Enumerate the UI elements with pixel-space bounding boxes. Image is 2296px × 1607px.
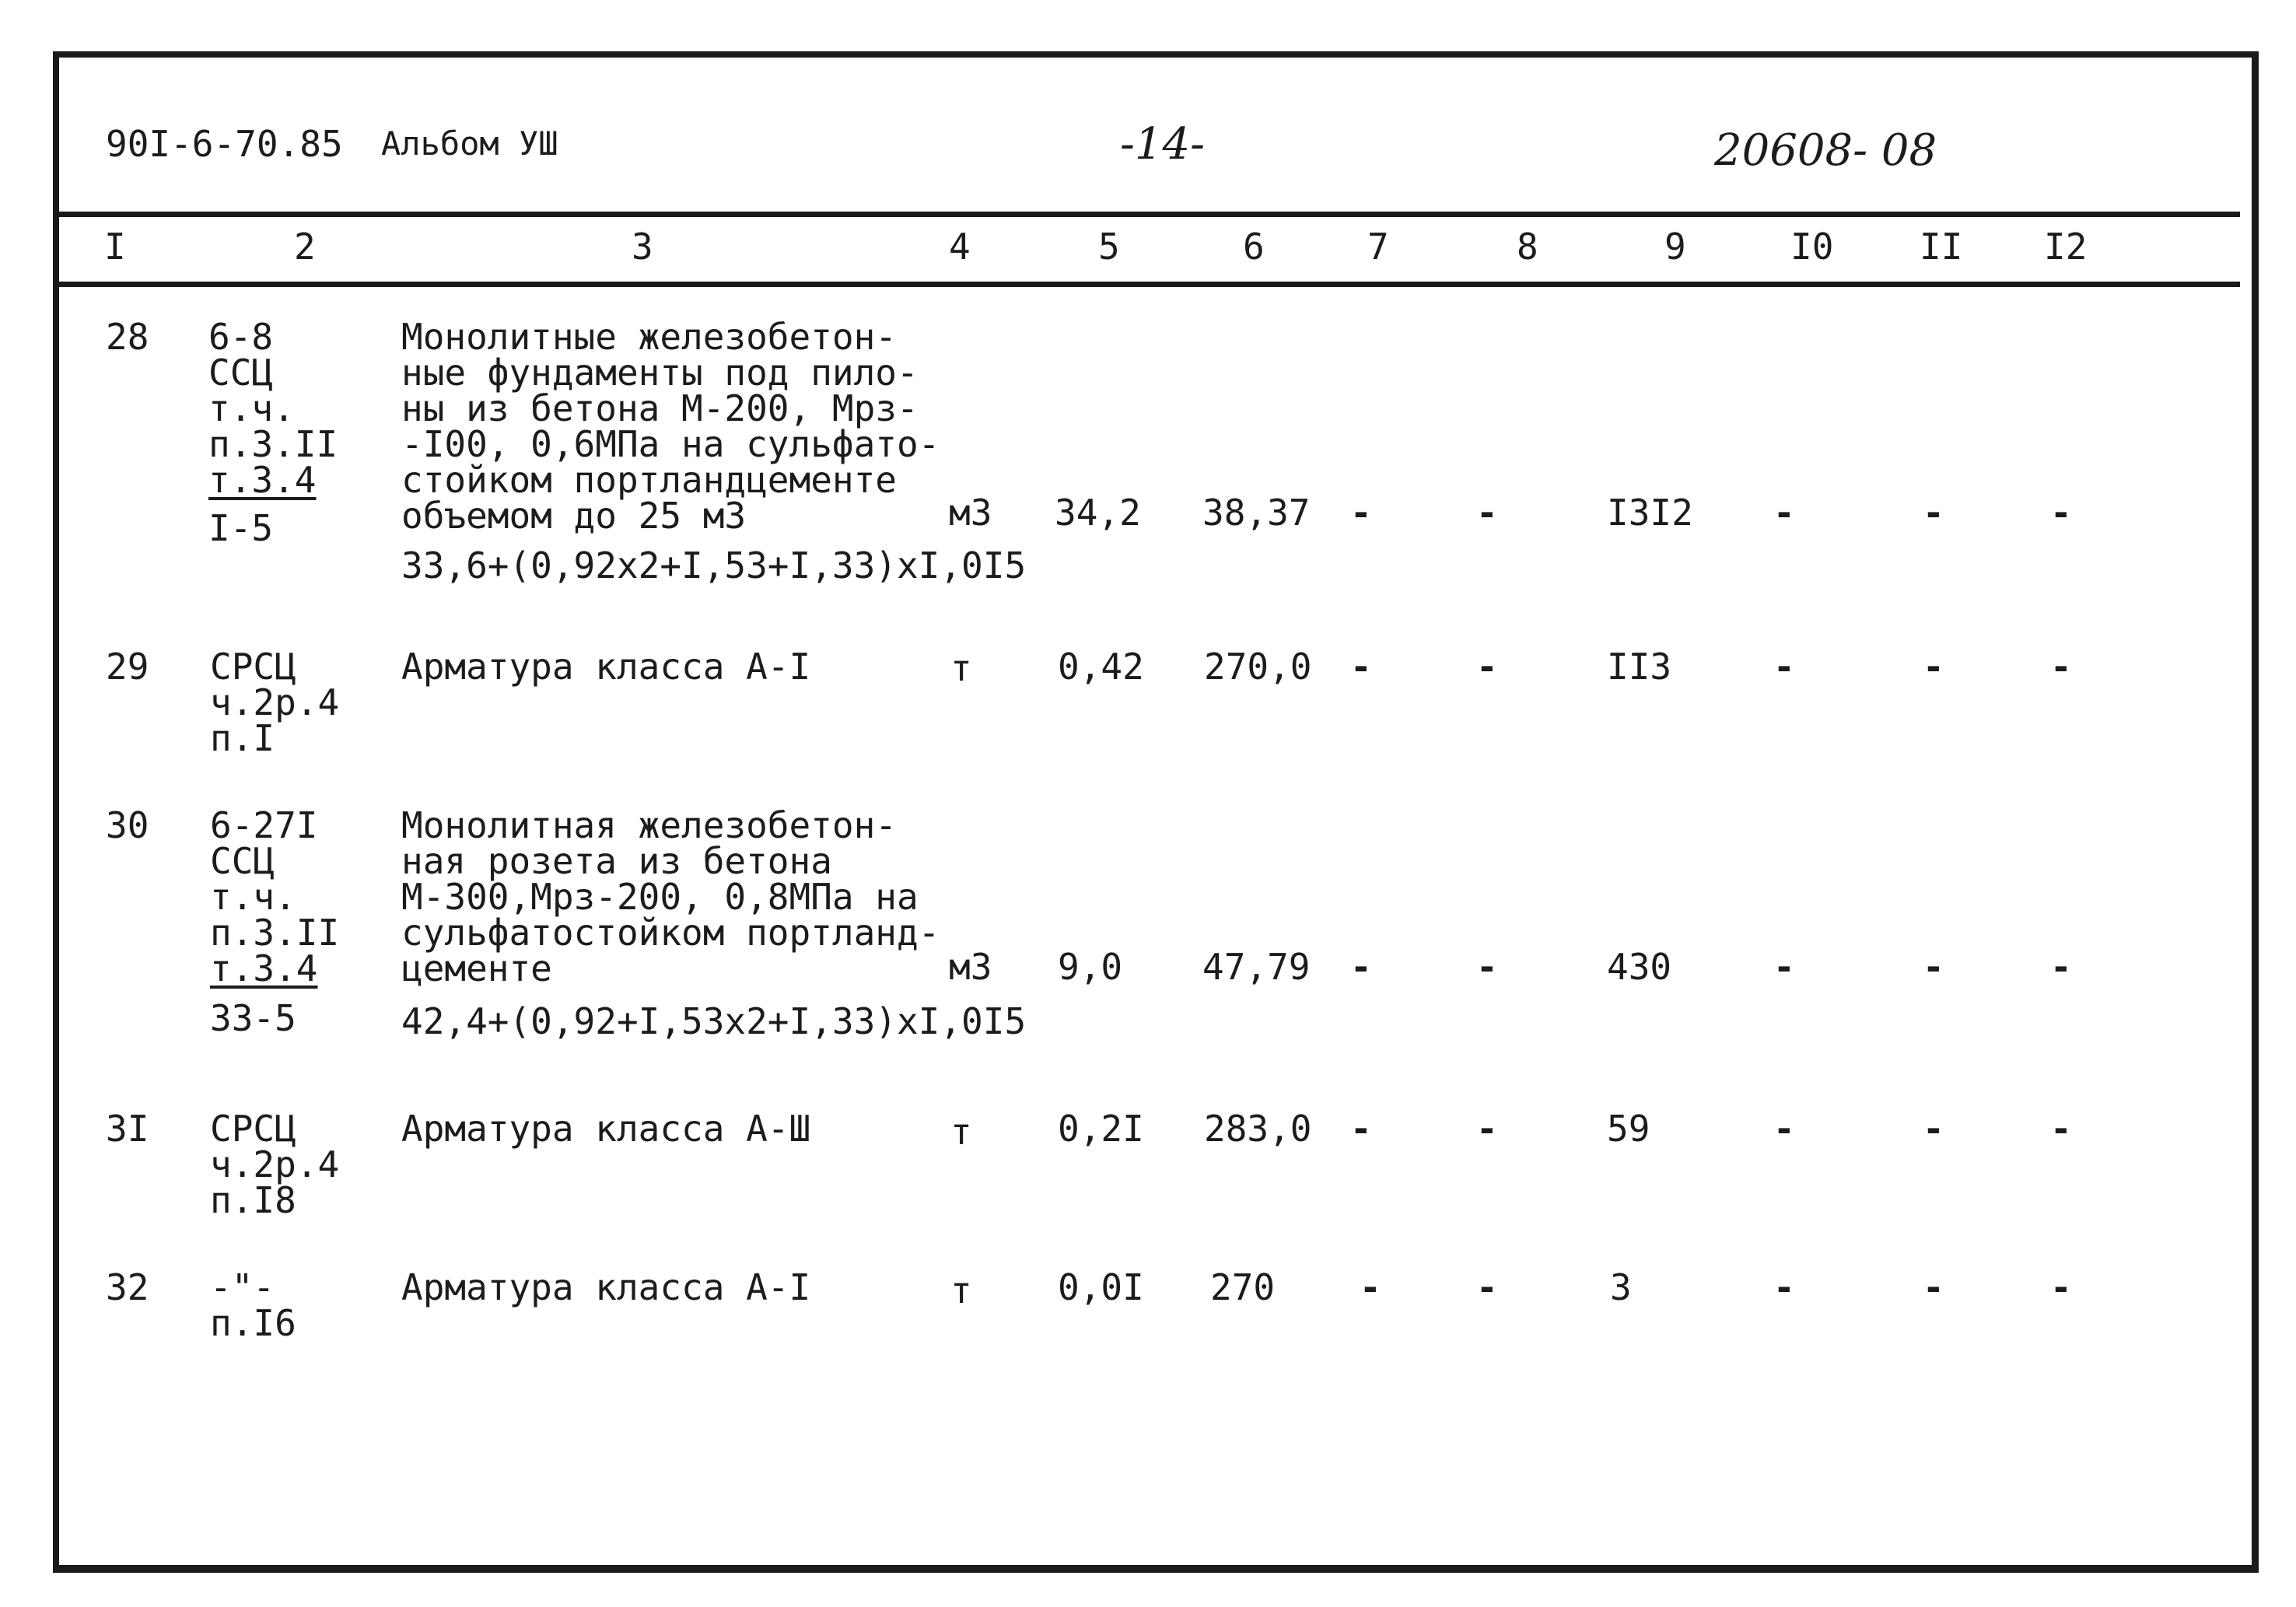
- page-frame: [53, 51, 2259, 1573]
- row-col12: -: [2050, 492, 2072, 534]
- row-unit-price: 38,37: [1202, 492, 1311, 534]
- row-unit-price: 270: [1210, 1266, 1276, 1308]
- col-header-3: 3: [632, 226, 653, 268]
- row-total: 430: [1607, 946, 1672, 988]
- row-col10: -: [1773, 1266, 1795, 1308]
- row-reference: -"- п.I6: [210, 1266, 296, 1344]
- col-header-12: I2: [2044, 226, 2088, 268]
- row-description: Арматура класса А-I: [401, 646, 811, 688]
- row-col7: -: [1350, 946, 1372, 988]
- row-col11: -: [1923, 1266, 1944, 1308]
- row-col8: -: [1476, 946, 1498, 988]
- col-header-11: II: [1920, 226, 1963, 268]
- row-col10: -: [1773, 946, 1795, 988]
- col-header-9: 9: [1664, 226, 1686, 268]
- row-number: 3I: [106, 1108, 149, 1150]
- col-header-1: I: [104, 226, 126, 268]
- row-quantity: 34,2: [1055, 492, 1141, 534]
- row-unit-price: 270,0: [1204, 646, 1312, 688]
- row-quantity: 9,0: [1058, 946, 1123, 988]
- col-header-4: 4: [949, 226, 971, 268]
- row-total: I3I2: [1607, 492, 1693, 534]
- row-col11: -: [1923, 646, 1944, 688]
- album-label: Альбом УШ: [381, 124, 558, 163]
- row-col12: -: [2050, 1108, 2072, 1150]
- row-col7: -: [1360, 1266, 1381, 1308]
- row-total: 59: [1607, 1108, 1650, 1150]
- row-unit: т: [950, 647, 972, 689]
- row-unit-price: 283,0: [1204, 1108, 1312, 1150]
- row-number: 32: [106, 1266, 149, 1308]
- row-formula: 42,4+(0,92+I,53x2+I,33)xI,0I5: [401, 1000, 1027, 1042]
- row-col8: -: [1476, 646, 1498, 688]
- page-number: -14-: [1120, 119, 1206, 170]
- row-col12: -: [2050, 646, 2072, 688]
- row-total: II3: [1607, 646, 1672, 688]
- row-reference-bottom: 33-5: [210, 997, 296, 1039]
- row-total: 3: [1610, 1266, 1632, 1308]
- row-col12: -: [2050, 946, 2072, 988]
- row-reference: СРСЦ ч.2р.4 п.I: [210, 646, 340, 759]
- row-reference: 6-27I ССЦ т.ч. п.3.II т.3.4: [210, 804, 340, 989]
- col-header-8: 8: [1517, 226, 1538, 268]
- row-col7: -: [1350, 1108, 1372, 1150]
- col-header-6: 6: [1243, 226, 1265, 268]
- row-unit: м3: [949, 946, 992, 988]
- row-col11: -: [1923, 946, 1944, 988]
- col-header-5: 5: [1098, 226, 1120, 268]
- col-header-7: 7: [1367, 226, 1389, 268]
- row-unit: м3: [949, 492, 992, 534]
- row-description: Арматура класса А-Ш: [401, 1108, 811, 1150]
- row-col8: -: [1476, 492, 1498, 534]
- row-reference: СРСЦ ч.2р.4 п.I8: [210, 1108, 340, 1221]
- row-number: 30: [106, 804, 149, 846]
- row-reference-bottom: I-5: [208, 507, 274, 549]
- doc-code: 90I-6-70.85: [106, 123, 343, 165]
- row-quantity: 0,42: [1058, 646, 1144, 688]
- header-rule-top: [56, 212, 2240, 217]
- row-description: Монолитные железобетон- ные фундаменты под пило- ны из бетона М-200, Мрз- -I00, 0,6МПа на сульфато- стойком портландцементе объемом до 25 м3: [401, 316, 940, 537]
- row-col12: -: [2050, 1266, 2072, 1308]
- col-header-10: I0: [1790, 226, 1834, 268]
- row-unit: т: [950, 1111, 972, 1153]
- header-rule-bottom: [56, 282, 2240, 287]
- row-col10: -: [1773, 1108, 1795, 1150]
- row-number: 28: [106, 316, 149, 358]
- row-formula: 33,6+(0,92x2+I,53+I,33)xI,0I5: [401, 544, 1027, 586]
- row-unit: т: [950, 1269, 972, 1311]
- row-col8: -: [1476, 1108, 1498, 1150]
- row-col11: -: [1923, 1108, 1944, 1150]
- row-quantity: 0,2I: [1058, 1108, 1144, 1150]
- col-header-2: 2: [294, 226, 316, 268]
- row-quantity: 0,0I: [1058, 1266, 1144, 1308]
- row-col11: -: [1923, 492, 1944, 534]
- row-unit-price: 47,79: [1202, 946, 1311, 988]
- row-number: 29: [106, 646, 149, 688]
- row-description: Монолитная железобетон- ная розета из бетона М-300,Мрз-200, 0,8МПа на сульфатостойком портланд- цементе: [401, 804, 940, 989]
- row-reference: 6-8 ССЦ т.ч. п.3.II т.3.4: [208, 316, 338, 501]
- sheet-code: 20608- 08: [1714, 125, 1937, 176]
- row-col10: -: [1773, 492, 1795, 534]
- row-col10: -: [1773, 646, 1795, 688]
- row-col7: -: [1350, 646, 1372, 688]
- row-description: Арматура класса А-I: [401, 1266, 811, 1308]
- row-col8: -: [1476, 1266, 1498, 1308]
- row-col7: -: [1350, 492, 1372, 534]
